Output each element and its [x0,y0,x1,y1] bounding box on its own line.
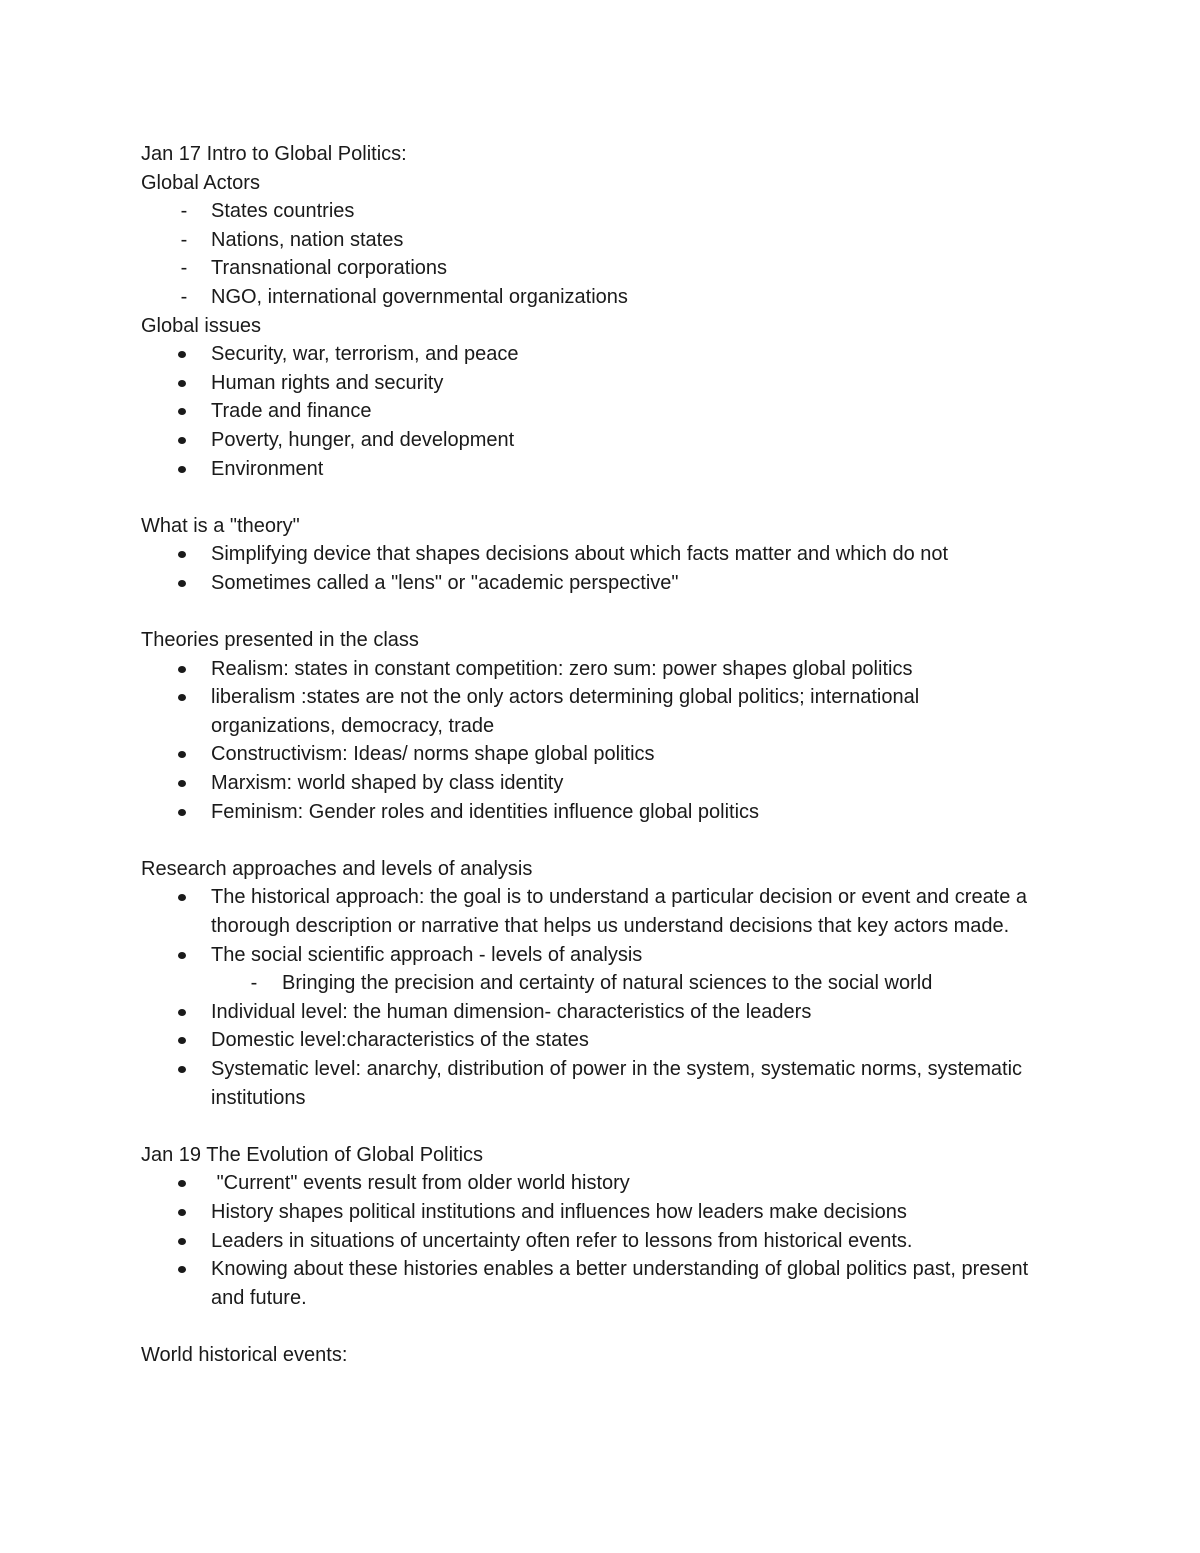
sub-list-item [211,969,1041,998]
list-item-text: Simplifying device that shapes decisions about which facts matter and which do not [211,543,949,566]
blank-line [141,826,1041,855]
bullet-icon [178,1037,186,1044]
bullet-icon [178,1009,186,1016]
bullet-icon [178,408,186,415]
list-item-text: Transnational corporations [211,257,448,280]
bullet-icon [178,1209,186,1216]
list-item [141,1055,1041,1112]
list-item [141,769,1041,798]
section-heading: Theories presented in the class [141,629,419,652]
list-item-text: Security, war, terrorism, and peace [211,343,519,366]
list-item-text: Constructivism: Ideas/ norms shape global politics [211,743,655,766]
list-item-text: Domestic level:characteristics of the states [211,1029,589,1052]
blank-line [141,483,1041,512]
list-item [141,455,1041,484]
dash-marker: - [180,228,188,251]
list-item [141,1026,1041,1055]
bullet-icon [178,437,186,444]
bullet-icon [178,694,186,701]
bullet-list [141,883,1041,1112]
list-item [141,883,1041,940]
bullet-icon [178,1180,186,1187]
list-item-text: liberalism :states are not the only actors determining global politics; international organizations, democracy, trade [211,686,925,737]
list-item [141,1255,1041,1312]
list-item-text: Sometimes called a "lens" or "academic perspective" [211,571,679,594]
list-item-text: "Current" events result from older world history [211,1172,630,1195]
bullet-list [141,540,1041,597]
list-item-text: Marxism: world shaped by class identity [211,772,564,795]
document-page [141,140,1041,1370]
dash-marker: - [250,972,258,995]
dash-list [141,197,1041,311]
list-item [141,340,1041,369]
bullet-list [141,655,1041,827]
list-item [141,397,1041,426]
section-heading: Jan 19 The Evolution of Global Politics [141,1143,484,1166]
list-item [141,226,1041,255]
blank-line [141,1112,1041,1141]
bullet-icon [178,952,186,959]
list-item [141,655,1041,684]
bullet-icon [178,1066,186,1073]
list-item-text: Environment [211,457,324,480]
list-item-text: Feminism: Gender roles and identities influence global politics [211,800,760,823]
list-item [141,369,1041,398]
list-item [141,941,1041,998]
bullet-icon [178,466,186,473]
bullet-icon [178,1266,186,1273]
list-item-text: Leaders in situations of uncertainty often refer to lessons from historical events. [211,1229,913,1252]
bullet-icon [178,580,186,587]
list-item-text: NGO, international governmental organizations [211,285,628,308]
bullet-icon [178,666,186,673]
section-heading: World historical events: [141,1343,348,1366]
bullet-icon [178,809,186,816]
list-item [141,683,1041,740]
dash-marker: - [180,257,188,280]
bullet-icon [178,780,186,787]
dash-marker: - [180,200,188,223]
list-item-text: Realism: states in constant competition: zero sum: power shapes global politics [211,657,913,680]
bullet-icon [178,551,186,558]
list-item-text: Systematic level: anarchy, distribution of power in the system, systematic norms, systematic institutions [211,1058,1028,1109]
list-item-text: The historical approach: the goal is to understand a particular decision or event and create a thorough description or narrative that helps us understand decisions that key actors made. [211,886,1033,938]
sub-list-item-text: Bringing the precision and certainty of natural sciences to the social world [282,972,933,995]
list-item-text: Human rights and security [211,371,444,394]
list-item-text: History shapes political institutions and influences how leaders make decisions [211,1200,907,1223]
bullet-icon [178,751,186,758]
dash-marker: - [180,285,188,308]
list-item-text: Individual level: the human dimension- characteristics of the leaders [211,1000,812,1023]
bullet-icon [178,380,186,387]
list-item [141,197,1041,226]
list-item-text: Nations, nation states [211,228,404,251]
list-item [141,1169,1041,1198]
bullet-icon [178,351,186,358]
section-heading: Jan 17 Intro to Global Politics: [141,143,407,165]
list-item-text: States countries [211,200,355,223]
list-item [141,426,1041,455]
list-item [141,1227,1041,1256]
section-heading: Research approaches and levels of analysis [141,857,533,880]
bullet-list [141,1169,1041,1312]
list-item [141,254,1041,283]
list-item-text: The social scientific approach - levels of analysis [211,943,643,966]
list-item [141,798,1041,827]
list-item [141,283,1041,312]
section-heading: What is a "theory" [141,514,300,537]
list-item [141,540,1041,569]
section-heading: Global issues [141,314,262,337]
list-item [141,998,1041,1027]
list-item [141,740,1041,769]
list-item [141,569,1041,598]
sub-list [211,969,1041,998]
bullet-icon [178,894,186,901]
blank-line [141,598,1041,627]
blank-line [141,1312,1041,1341]
bullet-list [141,340,1041,483]
list-item [141,1198,1041,1227]
bullet-icon [178,1238,186,1245]
list-item-text: Poverty, hunger, and development [211,428,515,451]
list-item-text: Knowing about these histories enables a better understanding of global politics past, present and future. [211,1258,1034,1309]
section-heading: Global Actors [141,171,260,194]
list-item-text: Trade and finance [211,400,372,423]
